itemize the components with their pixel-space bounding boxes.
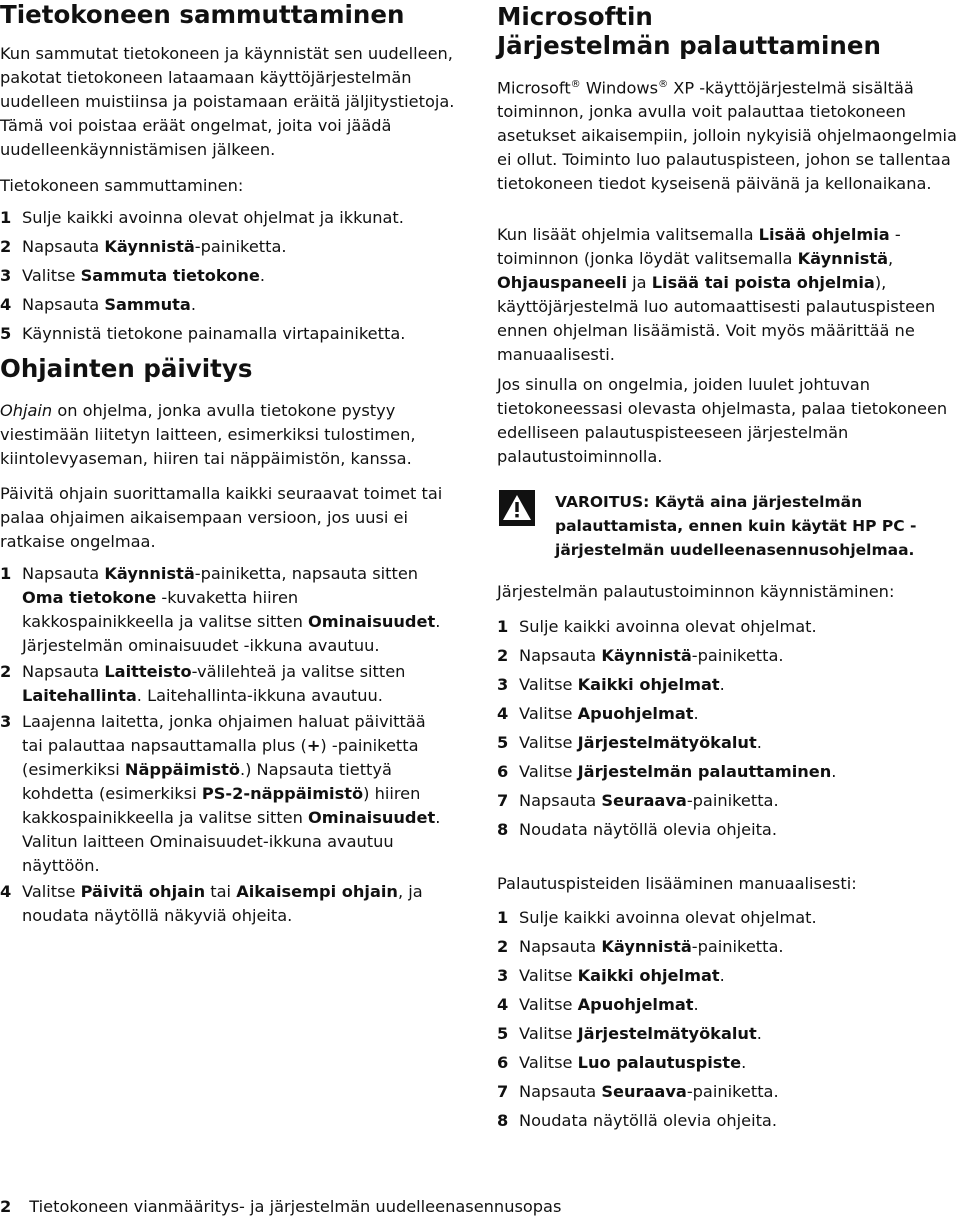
step-ui-term: Apuohjelmat: [577, 995, 694, 1014]
step-text: Sulje kaikki avoinna olevat ohjelmat.: [519, 617, 817, 636]
step-text-end: -painiketta.: [686, 791, 779, 810]
step-number: 3: [0, 266, 12, 285]
step-text-end: .: [741, 1053, 747, 1072]
restore-para2: [497, 223, 960, 367]
text-run: ,: [888, 249, 894, 268]
text-run: tai: [205, 882, 237, 901]
text-run: -toiminnon (jonka löydät valitsemalla: [497, 225, 901, 268]
step-item: [497, 1077, 960, 1106]
text-run: Kun lisäät ohjelmia valitsemalla: [497, 225, 759, 244]
step-item: [0, 261, 462, 290]
step-number: 1: [0, 564, 12, 583]
registered-mark: ®: [658, 79, 669, 90]
step-item: [0, 660, 450, 708]
restore-heading-line2: Järjestelmän palauttaminen: [497, 31, 881, 60]
step-number: 8: [497, 1111, 509, 1130]
step-text: Sulje kaikki avoinna olevat ohjelmat.: [519, 908, 817, 927]
step-item: [0, 319, 462, 348]
step-item: [497, 612, 960, 641]
text-run: ) -painiketta (esimerkiksi: [22, 736, 419, 779]
step-text: Noudata näytöllä olevia ohjeita.: [519, 1111, 777, 1130]
step-text-end: -painiketta.: [194, 237, 287, 256]
step-number: 4: [0, 882, 12, 901]
registered-mark: ®: [570, 79, 581, 90]
step-item: [497, 1019, 960, 1048]
step-ui-term: Luo palautuspiste: [577, 1053, 742, 1072]
step-item: [497, 699, 960, 728]
step-number: 1: [0, 208, 12, 227]
restore-para1-b: Windows: [580, 78, 659, 98]
step-ui-term: Käynnistä: [601, 646, 692, 665]
step-number: 3: [0, 712, 12, 731]
step-text: Käynnistä tietokone painamalla virtapainiketta.: [22, 324, 406, 343]
ui-term: Ominaisuudet: [308, 612, 436, 631]
restore-para3: Jos sinulla on ongelmia, joiden luulet johtuvan tietokoneessasi olevasta ohjelmasta, palaa tietokoneen edelliseen palautuspisteeseen järjestelmän palautustoiminnolla.: [497, 375, 948, 466]
step-item: [0, 710, 450, 878]
ui-term: Laitteisto: [104, 662, 192, 681]
step-number: 6: [497, 762, 509, 781]
ui-term: Päivitä ohjain: [80, 882, 206, 901]
step-text: Napsauta: [519, 1082, 602, 1101]
text-run: ja: [627, 273, 652, 292]
ui-term: Aikaisempi ohjain: [236, 882, 398, 901]
shutdown-intro: Kun sammutat tietokoneen ja käynnistät sen uudelleen, pakotat tietokoneen lataamaan käyttöjärjestelmän uudelleen muistiinsa ja poistamaan eräitä jäljitystietoja. Tämä voi poistaa eräät ongelmat, joita voi jäädä uudelleenkäynnistämisen jälkeen.: [0, 44, 455, 159]
text-run: Valitse: [22, 882, 81, 901]
footer-title: Tietokoneen vianmääritys- ja järjestelmän uudelleenasennusopas: [29, 1197, 562, 1216]
text-run: . Järjestelmän ominaisuudet -ikkuna avautuu.: [22, 612, 441, 655]
step-item: [497, 1106, 960, 1135]
step-number: 5: [497, 1024, 509, 1043]
text-run: -kuvaketta hiiren kakkospainikkeella ja valitse sitten: [22, 588, 309, 631]
step-text-end: .: [693, 704, 699, 723]
step-ui-term: Käynnistä: [601, 937, 692, 956]
ui-term: +: [306, 736, 321, 755]
step-item: [0, 203, 462, 232]
step-ui-term: Apuohjelmat: [577, 704, 694, 723]
step-text: Noudata näytöllä olevia ohjeita.: [519, 820, 777, 839]
shutdown-lead: Tietokoneen sammuttaminen:: [0, 176, 244, 195]
restore-para1-c: XP -käyttöjärjestelmä sisältää toiminnon, jonka avulla voit palauttaa tietokoneen asetukset aikaisempiin, jolloin nykyisiä ohjelmaongelmia ei ollut. Toiminto luo palautuspisteen, johon se tallentaa tietokoneen tiedot kyseisenä päivänä ja kellonaikana.: [497, 78, 957, 194]
drivers-intro: [0, 399, 462, 471]
step-text-end: .: [756, 1024, 762, 1043]
step-number: 3: [497, 966, 509, 985]
step-text-end: .: [693, 995, 699, 1014]
text-run: Napsauta: [22, 662, 105, 681]
text-run: ) hiiren kakkospainikkeella ja valitse sitten: [22, 784, 421, 827]
text-run: -painiketta, napsauta sitten: [194, 564, 419, 583]
step-number: 4: [497, 995, 509, 1014]
step-number: 2: [497, 646, 509, 665]
drivers-para2: Päivitä ohjain suorittamalla kaikki seuraavat toimet tai palaa ohjaimen aikaisempaan versioon, jos uusi ei ratkaise ongelmaa.: [0, 484, 443, 551]
step-item: [0, 290, 462, 319]
text-run: ), käyttöjärjestelmä luo automaattisesti palautuspisteen ennen ohjelman lisäämistä. Voit myös määrittää ne manuaalisesti.: [497, 273, 936, 364]
step-text-end: .: [719, 966, 725, 985]
step-number: 5: [497, 733, 509, 752]
step-item: [497, 757, 960, 786]
drivers-intro-rest: on ohjelma, jonka avulla tietokone pystyy viestimään liitetyn laitteen, esimerkiksi tulostimen, kiintolevyaseman, hiiren tai näppäimistön, kanssa.: [0, 401, 416, 468]
manual-steps-list: [497, 903, 960, 1135]
step-item: [497, 961, 960, 990]
step-item: [497, 641, 960, 670]
step-number: 1: [497, 908, 509, 927]
step-text-end: -painiketta.: [691, 937, 784, 956]
ui-term: Lisää ohjelmia: [758, 225, 890, 244]
warning-triangle-icon: [499, 490, 535, 526]
step-text: Napsauta: [519, 937, 602, 956]
step-ui-term: Sammuta tietokone: [80, 266, 260, 285]
step-text: Napsauta: [519, 646, 602, 665]
shutdown-heading: Tietokoneen sammuttaminen: [0, 0, 405, 29]
step-number: 4: [497, 704, 509, 723]
text-run: -välilehteä ja valitse sitten: [191, 662, 406, 681]
step-text: Valitse: [519, 762, 578, 781]
ui-term: PS-2-näppäimistö: [201, 784, 364, 803]
restore-steps-list: [497, 612, 960, 844]
step-text: Valitse: [519, 675, 578, 694]
step-text-end: .: [190, 295, 197, 314]
text-run: . Laitehallinta-ikkuna avautuu.: [136, 686, 383, 705]
ui-term: Ohjauspaneeli: [497, 273, 628, 292]
restore-lead: Järjestelmän palautustoiminnon käynnistäminen:: [497, 582, 895, 601]
text-run: .) Napsauta tiettyä kohdetta (esimerkiksi: [22, 760, 392, 803]
manual-lead: Palautuspisteiden lisääminen manuaalisesti:: [497, 874, 857, 893]
step-ui-term: Sammuta: [104, 295, 191, 314]
step-text: Napsauta: [519, 791, 602, 810]
drivers-intro-term: Ohjain: [0, 401, 53, 420]
step-item: [497, 670, 960, 699]
step-item: [497, 728, 960, 757]
step-item: [497, 932, 960, 961]
step-ui-term: Kaikki ohjelmat: [577, 966, 720, 985]
step-text: Valitse: [519, 1024, 578, 1043]
step-text-end: .: [831, 762, 837, 781]
step-text: Valitse: [519, 966, 578, 985]
ui-term: Lisää tai poista ohjelmia: [651, 273, 875, 292]
step-item: [0, 232, 462, 261]
text-run: , ja noudata näytöllä näkyviä ohjeita.: [22, 882, 423, 925]
text-run: . Valitun laitteen Ominaisuudet-ikkuna avautuu näyttöön.: [22, 808, 441, 875]
step-ui-term: Kaikki ohjelmat: [577, 675, 720, 694]
step-text-end: .: [756, 733, 762, 752]
step-ui-term: Järjestelmätyökalut: [577, 1024, 757, 1043]
step-number: 6: [497, 1053, 509, 1072]
step-number: 2: [497, 937, 509, 956]
step-number: 3: [497, 675, 509, 694]
step-item: [497, 1048, 960, 1077]
ui-term: Ominaisuudet: [308, 808, 436, 827]
page-footer: [0, 1197, 561, 1216]
page-number: 2: [0, 1197, 12, 1216]
step-text: Valitse: [22, 266, 81, 285]
step-text: Napsauta: [22, 295, 105, 314]
step-item: [497, 815, 960, 844]
step-ui-term: Järjestelmän palauttaminen: [577, 762, 832, 781]
step-ui-term: Seuraava: [601, 1082, 687, 1101]
step-ui-term: Käynnistä: [104, 237, 195, 256]
text-run: Laajenna laitetta, jonka ohjaimen haluat päivittää tai palauttaa napsauttamalla plus (: [22, 712, 426, 755]
ui-term: Oma tietokone: [22, 588, 157, 607]
step-ui-term: Järjestelmätyökalut: [577, 733, 757, 752]
step-number: 8: [497, 820, 509, 839]
warning-text: VAROITUS: Käytä aina järjestelmän palauttamista, ennen kuin käytät HP PC -järjestelmän uudelleenasennusohjelmaa.: [555, 493, 917, 559]
step-text: Valitse: [519, 1053, 578, 1072]
restore-heading-line1: Microsoftin: [497, 2, 653, 31]
step-item: [0, 880, 450, 928]
step-text: Valitse: [519, 995, 578, 1014]
step-item: [0, 562, 450, 658]
step-text-end: .: [259, 266, 265, 285]
shutdown-steps-list: [0, 203, 462, 348]
step-text-end: .: [719, 675, 725, 694]
step-number: 2: [0, 237, 12, 256]
step-ui-term: Seuraava: [601, 791, 687, 810]
driver-steps-list: [0, 562, 450, 930]
step-number: 4: [0, 295, 12, 314]
text-run: Napsauta: [22, 564, 105, 583]
ui-term: Laitehallinta: [22, 686, 137, 705]
restore-para1: [497, 73, 960, 196]
step-number: 5: [0, 324, 12, 343]
step-item: [497, 990, 960, 1019]
step-text-end: -painiketta.: [686, 1082, 779, 1101]
step-text: Napsauta: [22, 237, 105, 256]
step-item: [497, 786, 960, 815]
step-item: [497, 903, 960, 932]
step-text: Valitse: [519, 733, 578, 752]
step-text: Valitse: [519, 704, 578, 723]
ui-term: Näppäimistö: [124, 760, 240, 779]
drivers-heading: Ohjainten päivitys: [0, 354, 253, 383]
step-number: 7: [497, 791, 509, 810]
restore-para1-a: Microsoft: [497, 78, 571, 98]
ui-term: Käynnistä: [104, 564, 195, 583]
step-number: 7: [497, 1082, 509, 1101]
step-number: 2: [0, 662, 12, 681]
step-text: Sulje kaikki avoinna olevat ohjelmat ja ikkunat.: [22, 208, 404, 227]
ui-term: Käynnistä: [797, 249, 889, 268]
step-number: 1: [497, 617, 509, 636]
step-text-end: -painiketta.: [691, 646, 784, 665]
